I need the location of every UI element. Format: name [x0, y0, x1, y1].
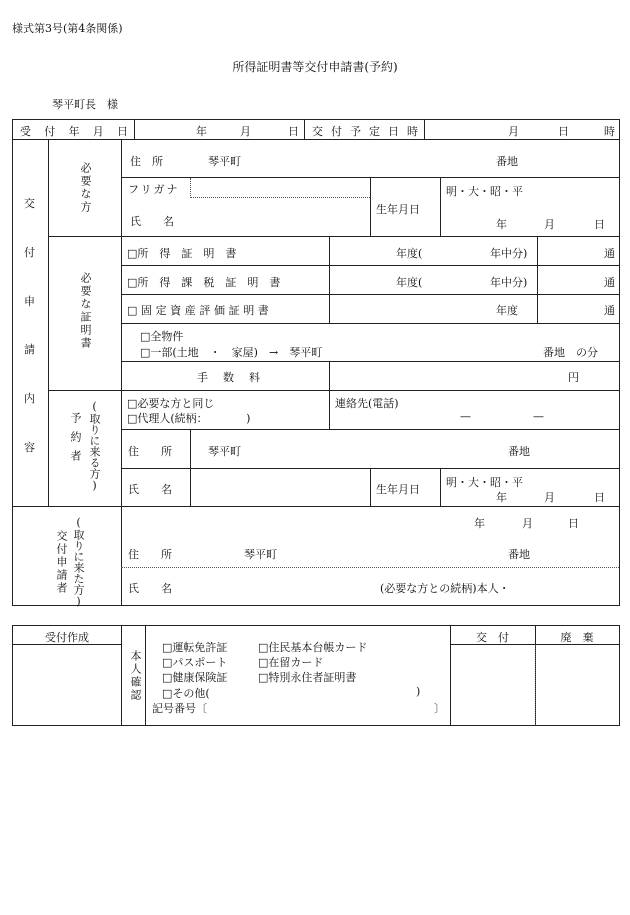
record-number-label: 記号番号〔 [152, 702, 207, 715]
cert-income-unit: 通 [604, 247, 615, 260]
form-title: 所得証明書等交付申請書(予約) [232, 60, 398, 74]
cert-tax-unit: 通 [604, 276, 615, 289]
received-year: 年 [196, 125, 207, 138]
cert-income[interactable]: □所 得 証 明 書 [127, 247, 237, 260]
id-other-close: ) [416, 685, 421, 698]
cert-income-tax[interactable]: □所 得 課 税 証 明 書 [127, 276, 281, 289]
reservation-banchi: 番地 [508, 445, 530, 458]
id-passport[interactable]: □パスポート [162, 656, 228, 669]
contact-dash-2: — [533, 410, 544, 423]
id-health-insurance[interactable]: □健康保険証 [162, 671, 228, 684]
scheduled-day: 日 [558, 125, 569, 138]
delivery-address-label: 住 所 [128, 548, 172, 561]
required-furigana-label: フリガナ [128, 183, 180, 196]
contact-label: 連絡先(電話) [335, 397, 399, 410]
delivery-banchi: 番地 [508, 548, 530, 561]
required-eras: 明・大・昭・平 [446, 185, 523, 198]
reservation-birth-day: 日 [594, 491, 605, 504]
received-day: 日 [288, 125, 299, 138]
reservation-name-label: 氏 名 [128, 483, 172, 496]
cert-tax-year-portion: 年中分) [490, 276, 528, 289]
delivery-name-label: 氏 名 [128, 582, 172, 595]
reservation-label: 予約者 [69, 412, 82, 469]
reservation-eras: 明・大・昭・平 [446, 476, 523, 489]
all-property-checkbox[interactable]: □全物件 [140, 330, 184, 343]
delivery-month: 月 [522, 517, 533, 530]
partial-property-end: 番地 の分 [543, 346, 598, 359]
id-drivers-license[interactable]: □運転免許証 [162, 641, 228, 654]
agent-checkbox[interactable]: □代理人(続柄： ) [127, 412, 251, 425]
delivery-town: 琴平町 [244, 548, 277, 561]
same-as-required-checkbox[interactable]: □必要な方と同じ [127, 397, 215, 410]
required-birth-label: 生年月日 [376, 203, 420, 216]
record-number-close: 〕 [434, 702, 445, 715]
section-application-label: 交 付 申 請 内 容 [24, 197, 35, 454]
fee-label: 手 数 料 [197, 371, 262, 384]
reservation-birth-month: 月 [544, 491, 555, 504]
reservation-birth-label: 生年月日 [376, 483, 420, 496]
partial-property-checkbox[interactable]: □一部(土地 ・ 家屋) → 琴平町 [140, 346, 323, 359]
fee-unit: 円 [568, 371, 579, 384]
contact-dash-1: — [460, 410, 471, 423]
received-month: 月 [240, 125, 251, 138]
cert-income-fiscal-year: 年度( [396, 247, 423, 260]
cert-property[interactable]: □固定資産評価証明書 [127, 304, 273, 317]
delivery-year: 年 [474, 517, 485, 530]
reservation-town: 琴平町 [208, 445, 241, 458]
cert-property-unit: 通 [604, 304, 615, 317]
delivery-applicant-label: 交付申請者 [55, 530, 68, 595]
reservation-birth-year: 年 [496, 491, 507, 504]
form-number: 様式第3号(第4条関係) [12, 22, 123, 35]
required-address-label: 住 所 [130, 155, 163, 168]
cert-income-year-portion: 年中分) [490, 247, 528, 260]
id-special-permanent[interactable]: □特別永住者証明書 [258, 671, 357, 684]
reservation-sublabel: (取りに来る方) [88, 400, 101, 492]
reservation-address-label: 住 所 [128, 445, 172, 458]
reception-label: 受付作成 [45, 631, 89, 644]
required-birth-month: 月 [544, 218, 555, 231]
required-birth-day: 日 [594, 218, 605, 231]
delivery-relation: (必要な方との続柄)本人・ [380, 582, 510, 595]
required-birth-year: 年 [496, 218, 507, 231]
discard-label: 廃 棄 [560, 631, 594, 644]
identity-check-label: 本人確認 [129, 650, 142, 702]
scheduled-date-label: 交 付 予 定 日 時 [312, 125, 418, 138]
received-date-label: 受 付 年 月 日 [20, 125, 128, 138]
id-resident-card[interactable]: □住民基本台帳カード [258, 641, 368, 654]
scheduled-hour: 時 [604, 125, 615, 138]
delivery-day: 日 [568, 517, 579, 530]
required-name-label: 氏 名 [130, 215, 174, 228]
scheduled-month: 月 [508, 125, 519, 138]
addressee: 琴平町長 様 [52, 98, 118, 111]
certificates-label: 必要な証明書 [79, 272, 92, 350]
cert-property-fiscal-year: 年度 [496, 304, 518, 317]
id-other[interactable]: □その他( [162, 687, 210, 700]
required-town: 琴平町 [208, 155, 241, 168]
required-banchi: 番地 [496, 155, 518, 168]
required-person-label: 必要な方 [79, 162, 92, 214]
delivery-applicant-sublabel: (取りに来た方) [72, 516, 85, 608]
issue-label: 交 付 [476, 631, 509, 644]
id-residence-card[interactable]: □在留カード [258, 656, 324, 669]
cert-tax-fiscal-year: 年度( [396, 276, 423, 289]
